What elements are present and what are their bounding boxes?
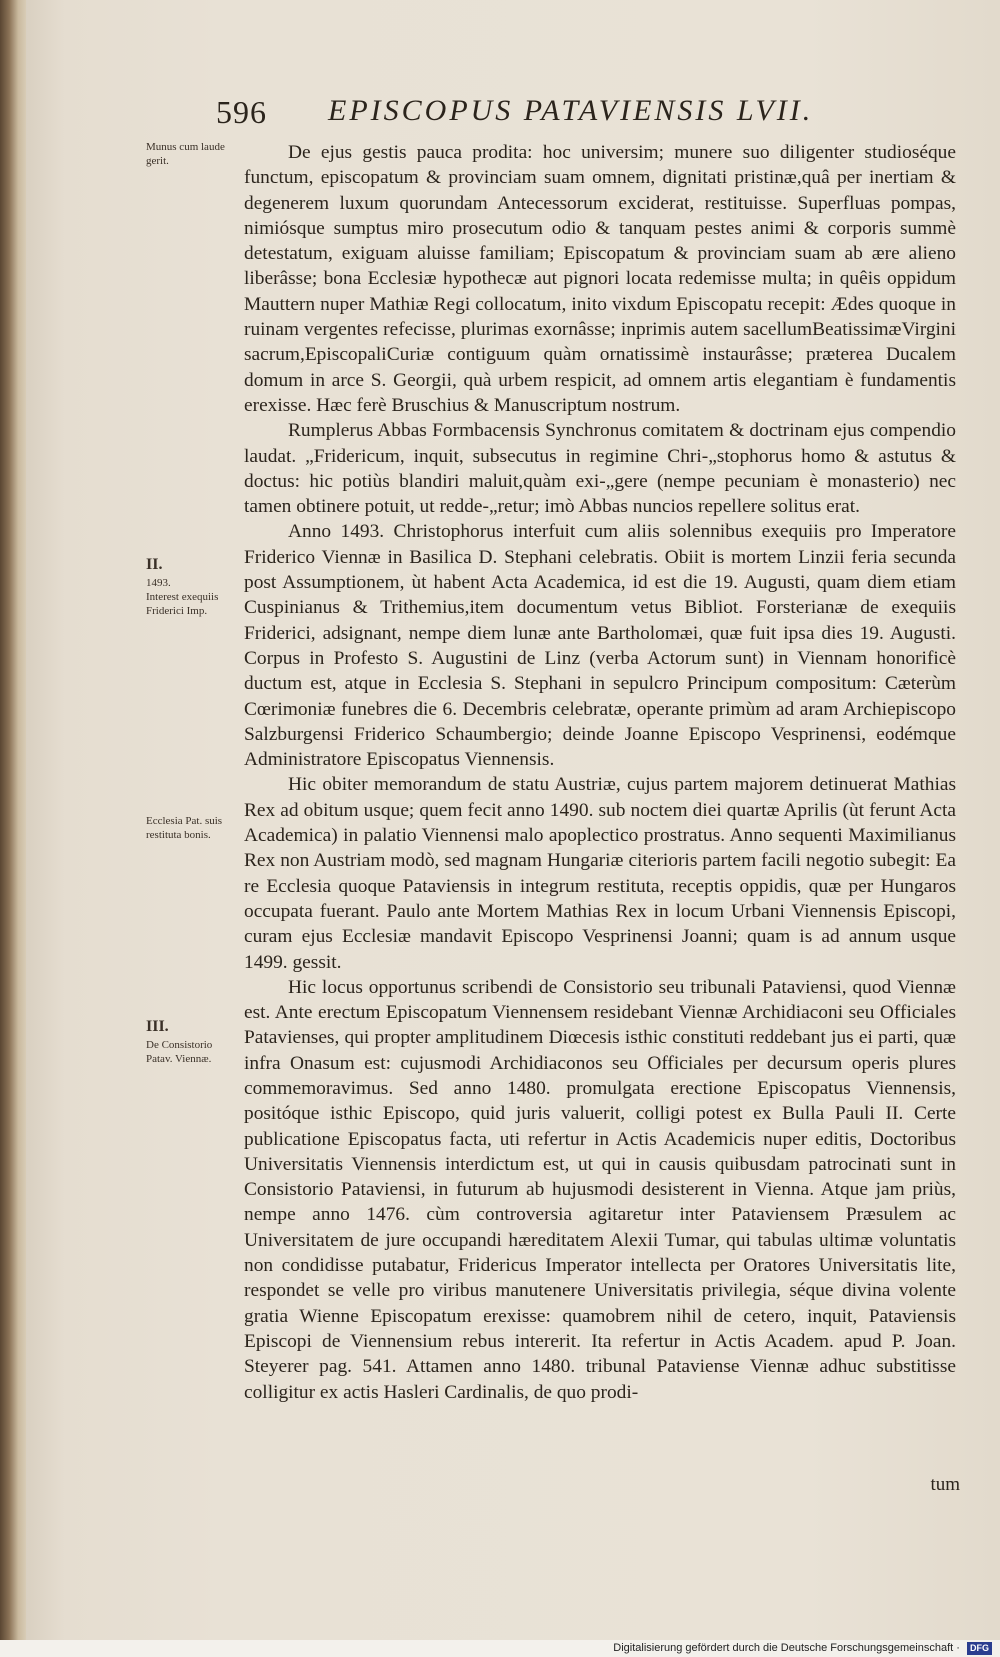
paragraph: Rumplerus Abbas Formbacensis Synchronus comitatem & doctrinam ejus compendio laudat. „Fridericum, inquit, subsecutus in regimine Chri-„stophorus homo & astutus & doctus: hic potiùs blandiri maluit,quàm exi-„gere (nempe pecuniam è monasterio) nec tamen obtinere potuit, ut redde-„retur; imò Abbas nuncios repellere solitus erat. bbox=[244, 420, 956, 518]
dfg-logo-icon: DFG bbox=[967, 1642, 992, 1655]
paragraph: Hic obiter memorandum de statu Austriæ, cujus partem majorem detinuerat Mathias Rex ad obitum usque; quem fecit anno 1490. sub noctem diei quartæ Aprilis (ùt ferunt Acta Academica) in palatio Viennensi malo apoplectico prostratus. Anno sequenti Maximilianus Rex non Austriam modò, sed magnam Hungariæ citerioris partem facili negotio subegit: Ea re Ecclesia quoque Pataviensis in integrum restituta, receptis oppidis, quæ per Hungaros occupata fuerant. Paulo ante Mortem Mathias Rex in locum Urbani Viennensis Episcopi, curam ejus Ecclesiæ mandavit Episcopo Vesprinensi Joanni; quam is ad annum usque 1499. gessit. bbox=[244, 774, 956, 973]
running-title: EPISCOPUS PATAVIENSIS LVII. bbox=[328, 94, 814, 127]
footer-text: Digitalisierung gefördert durch die Deutsche Forschungsgemeinschaft · bbox=[613, 1642, 960, 1654]
margin-note bbox=[146, 140, 241, 168]
margin-note-text: De Consistorio Patav. Viennæ. bbox=[146, 1039, 213, 1065]
paragraph: Hic locus opportunus scribendi de Consistorio seu tribunali Pataviensi, quod Viennæ est. Ante erectum Episcopatum Viennensem residebant Viennæ Archidiaconi seu Officiales Patavienses, qui propter amplitudinem Diœcesis isthic constituti reddebant jus ei parti, quæ infra Onasum est: cujusmodi Archidiaconos seu Officiales per decursum operis plures commemoravimus. Sed anno 1480. promulgata erectione Episcopatus Viennensis, positóque isthic Episcopo, quid juris valuerit, colligi potest ex Bulla Pauli II. Certe publicatione Episcopatus facta, uti refertur in Actis Academicis nuper editis, Doctoribus Universitatis Viennensis interdictum est, ut qui in causis quibusdam patrocinati sunt in Consistorio Pataviensi, in futurum ab hujusmodi desisterent in Vienna. Atque jam priùs, nempe anno 1476. cùm controversia agitaretur inter Pataviensem Præsulem ac Universitatem de jure occupandi hæreditatem Alexii Tumar, qui tabulas ultimæ voluntatis non condidisse putabatur, Fridericus Imperator intellecta per Oratores Universitatis lite, respondet se velle pro viribus manutenere Universitatis privilegia, séque divina volente gratia Wienne Episcopatum erexisse: quamobrem nihil de cetero, inquit, Pataviensis Episcopi de Viennensium rebus intererit. Ita refertur in Actis Academ. apud P. Joan. Steyerer pag. 541. Attamen anno 1480. tribunal Pataviense Viennæ adhuc substitisse colligitur ex actis Hasleri Cardinalis, de quo prodi- bbox=[244, 976, 956, 1403]
page-number: 596 bbox=[216, 94, 267, 130]
margin-note bbox=[146, 814, 241, 842]
margin-note-text: Munus cum laude gerit. bbox=[146, 141, 225, 167]
margin-note bbox=[146, 558, 241, 618]
page-header bbox=[216, 92, 976, 136]
margin-note bbox=[146, 1020, 241, 1066]
paragraph: Anno 1493. Christophorus interfuit cum aliis solennibus exequiis pro Imperatore Friderico Viennæ in Basilica D. Stephani celebratis. Obiit is mortem Linzii feria secunda post Assumptionem, ùt habent Acta Academica, id est die 19. Augusti, quam diem etiam Cuspinianus & Trithemius,item documentum vetus Bibliot. Forsterianæ de exequiis Friderici, adsignant, nempe diem lunæ ante Bartholomæi, quæ fuit ipsa dies 19. Augusti. Corpus in Profesto S. Augustini de Linz (verba Actorum sunt) in Viennam honorificè ductum est, atque in Ecclesia S. Stephani in sepulcro Principum compositum: Cæterùm Cœrimoniæ funebres die 6. Decembris celebratæ, operante primùm ad aram Archiepiscopo Salzburgensi Friderico Schaumbergio; deinde Joanne Episcopo Vesprinensi, eodémque Administratore Episcopatus Viennensis. bbox=[244, 521, 956, 771]
paragraph: De ejus gestis pauca prodita: hoc universim; munere suo diligenter studioséque functum, episcopatum & provinciam suam omnem, dignitati pristinæ,quâ per inertiam & degenerem luxum quorundam Antecessorum exciderat, restituisse. Superfluas pompas, nimiósque sumptus miro prosecutum odio & tanquam pestes animi & corporis summè detestatum, exiguam aluisse familiam; Episcopatum & provinciam suam ab ære alieno liberâsse; bona Ecclesiæ hypothecæ aut pignori locata redemisse multa; in quêis oppidum Mauttern nuper Mathiæ Regi collocatum, inito vixdum Episcopatu recepit: Ædes quoque in ruinam vergentes refecisse, plurimas exornâsse; inprimis autem sacellumBeatissimæVirgini sacrum,EpiscopaliCuriæ contiguum quàm ornatissimè instaurâsse; præterea Ducalem domum in arce S. Georgii, quà urbem respicit, ad omnem artis elegantiam è fundamentis erexisse. Hæc ferè Bruschius & Manuscriptum nostrum. bbox=[244, 142, 956, 416]
body-text bbox=[244, 140, 956, 1405]
book-page bbox=[26, 0, 1000, 1640]
margin-note-number: II. bbox=[146, 556, 163, 573]
margin-note-text: Interest exequiis Friderici Imp. bbox=[146, 591, 219, 617]
digitization-footer bbox=[0, 1640, 1000, 1657]
margin-note-number: III. bbox=[146, 1018, 169, 1035]
book-binding bbox=[0, 0, 26, 1657]
margin-note-text: Ecclesia Pat. suis restituta bonis. bbox=[146, 815, 223, 841]
margin-note-year: 1493. bbox=[146, 577, 171, 589]
catchword: tum bbox=[930, 1474, 960, 1495]
